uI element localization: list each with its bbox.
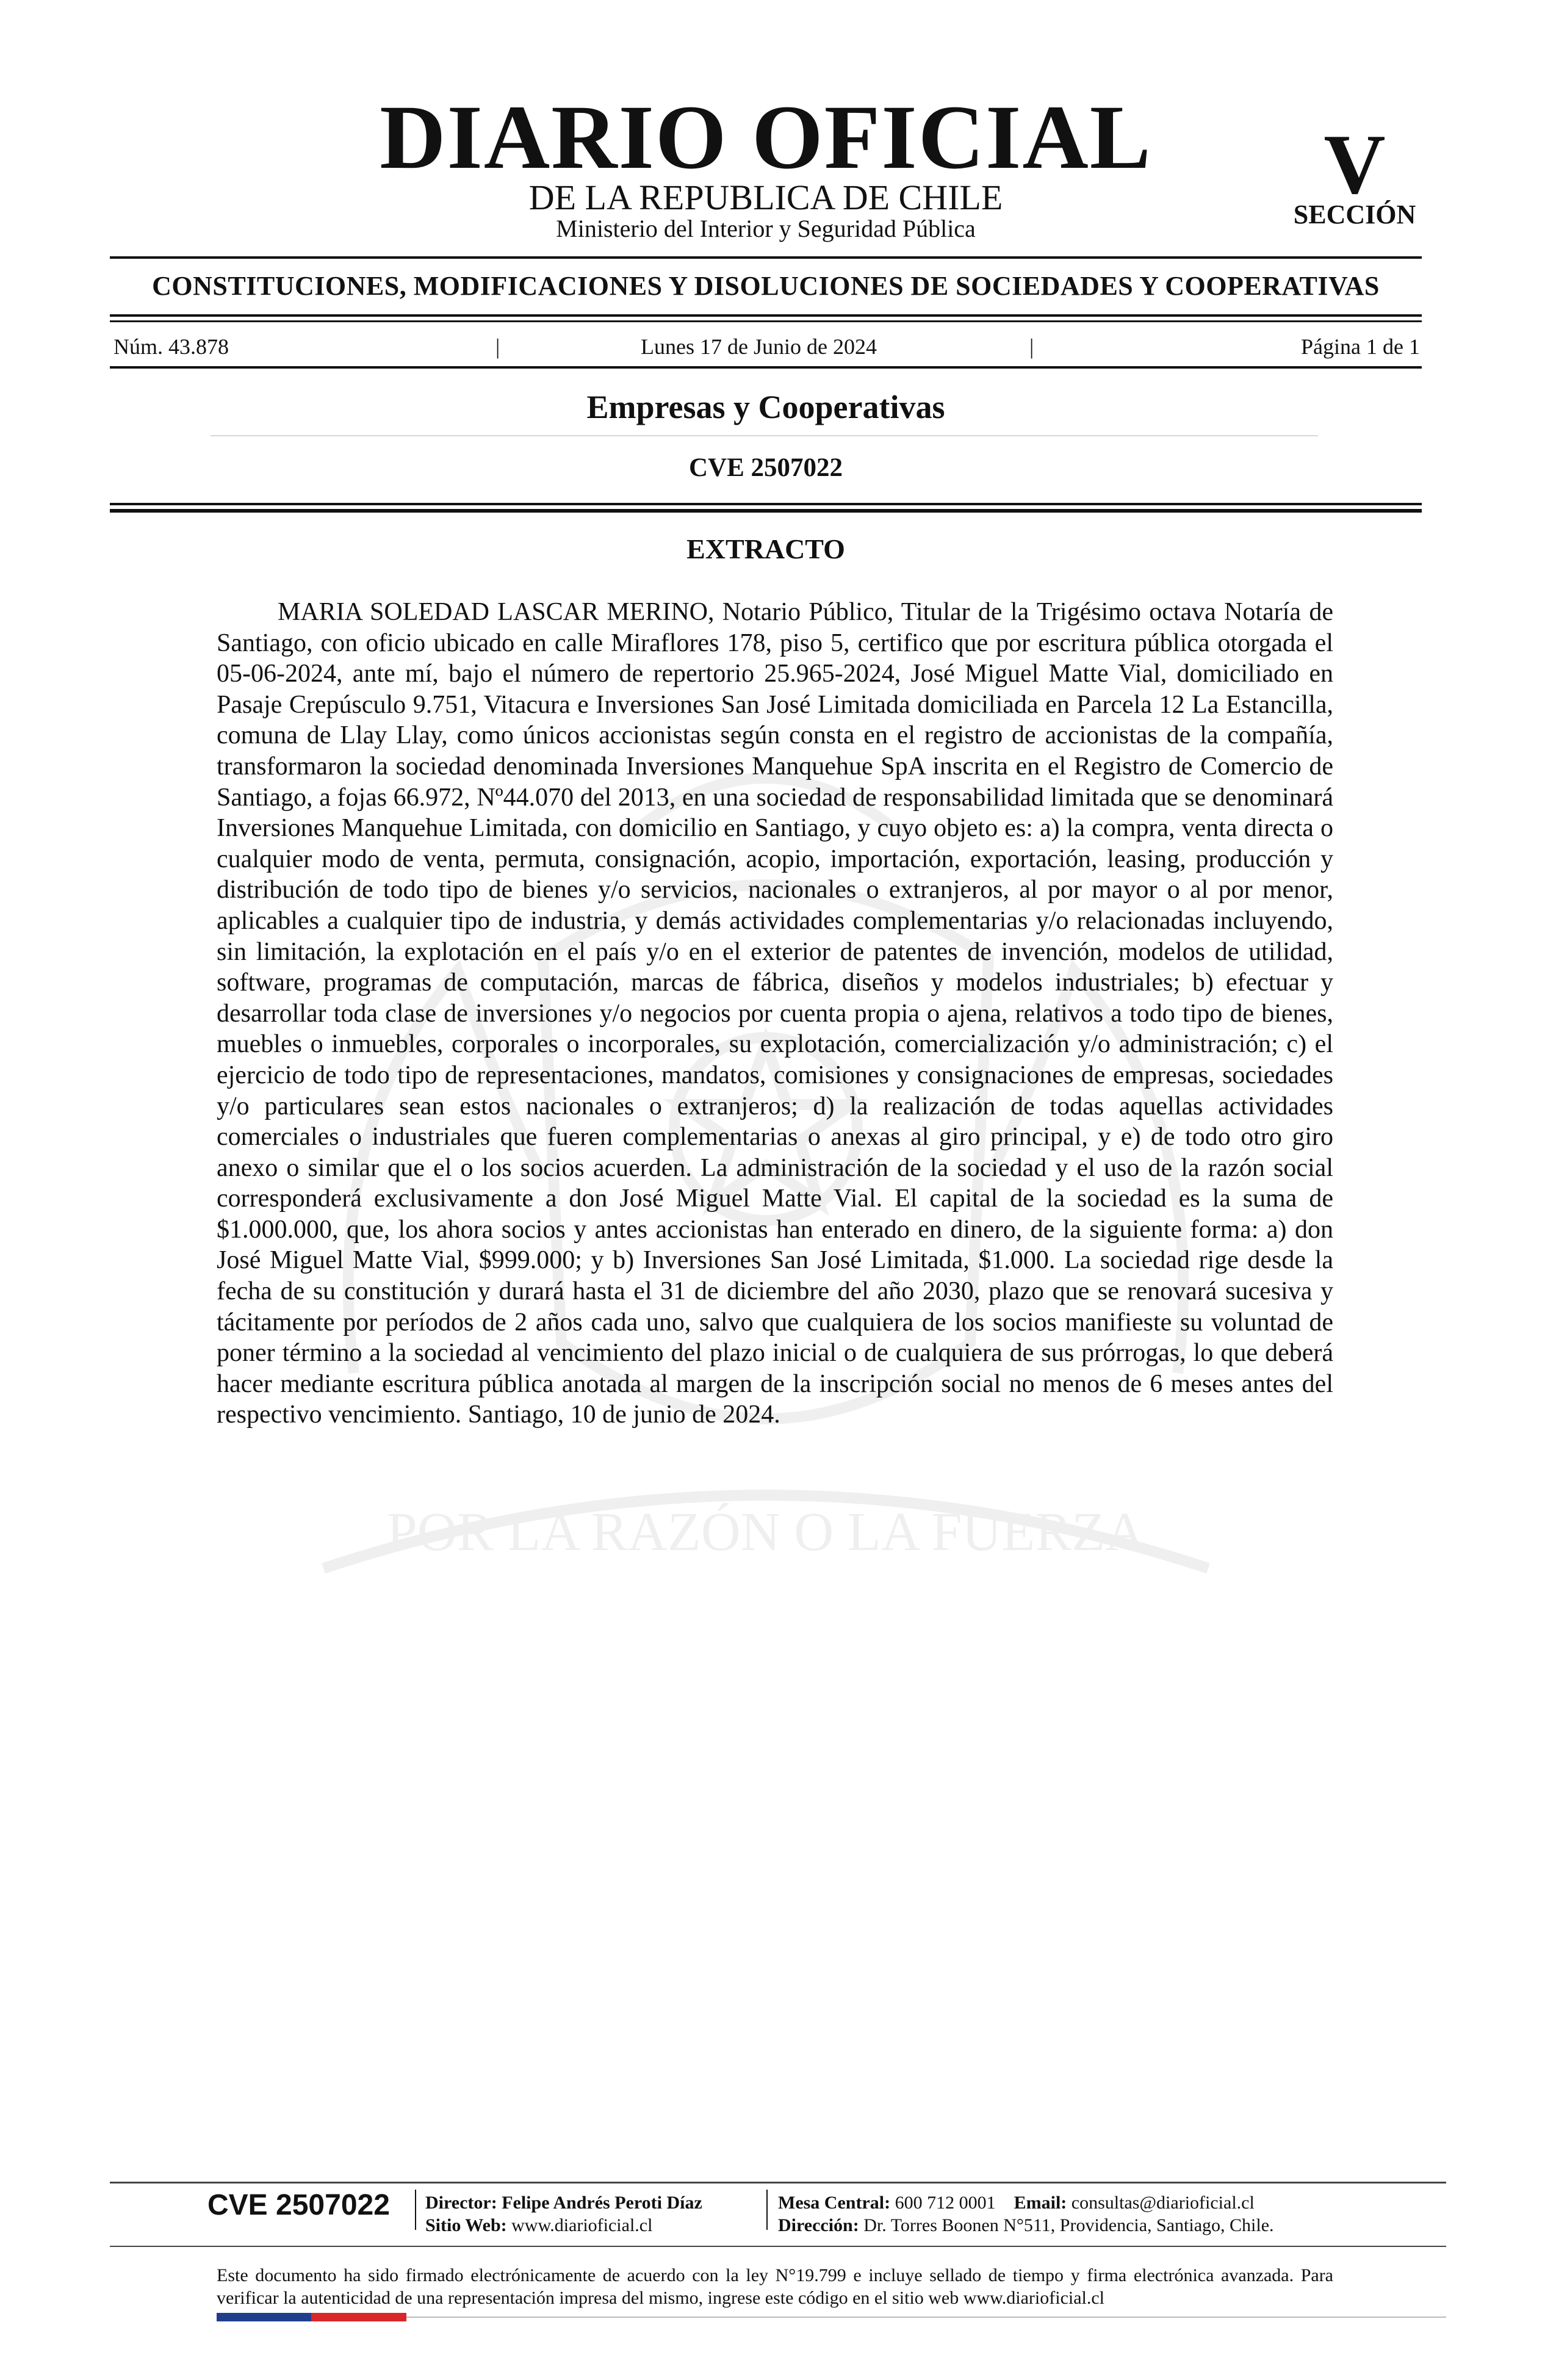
email-link[interactable]: consultas@diarioficial.cl [1071, 2193, 1255, 2213]
issue-date: Lunes 17 de Junio de 2024 [641, 334, 877, 359]
header-rule-middle [110, 314, 1422, 317]
issue-number: Núm. 43.878 [113, 334, 229, 359]
ministry-line: Ministerio del Interior y Seguridad Pública [556, 215, 976, 242]
central-label: Mesa Central: [778, 2193, 891, 2213]
info-separator: | [495, 334, 500, 359]
footer-address [778, 2216, 1274, 2235]
issue-info-bar [111, 334, 1420, 359]
category-divider [211, 435, 1318, 436]
footer-rule-top [110, 2182, 1446, 2183]
header-rule-middle-2 [110, 320, 1422, 322]
footer-contact [778, 2194, 1255, 2212]
section-label: SECCIÓN [1293, 200, 1416, 229]
page-indicator: Página 1 de 1 [1301, 334, 1420, 359]
category-title: Empresas y Cooperativas [586, 389, 945, 425]
footer-director [425, 2194, 702, 2212]
watermark-motto: POR LA RAZÓN O LA FUERZA [386, 1502, 1145, 1562]
document-heading: EXTRACTO [686, 533, 845, 564]
body-rule-top [110, 503, 1422, 505]
director-name: Felipe Andrés Peroti Díaz [502, 2193, 702, 2213]
footer-website [425, 2216, 652, 2235]
cve-code: CVE 2507022 [688, 453, 843, 482]
masthead-subtitle: DE LA REPUBLICA DE CHILE [528, 178, 1003, 217]
header-rule-top [110, 256, 1422, 259]
flag-stripe-red [311, 2313, 406, 2321]
address-label: Dirección: [778, 2215, 859, 2235]
email-label: Email: [1014, 2193, 1067, 2213]
address-value: Dr. Torres Boonen N°511, Providencia, Santiago, Chile. [863, 2215, 1274, 2235]
website-label: Sitio Web: [425, 2215, 507, 2235]
section-title: CONSTITUCIONES, MODIFICACIONES Y DISOLUCIONES DE SOCIEDADES Y COOPERATIVAS [152, 271, 1380, 301]
central-phone: 600 712 0001 [895, 2193, 996, 2213]
masthead: DIARIO OFICIAL [380, 87, 1152, 188]
info-bar-rule [110, 366, 1422, 369]
document-body: MARIA SOLEDAD LASCAR MERINO, Notario Público, Titular de la Trigésimo octava Notaría de Santiago, con oficio ubicado en calle Miraflores 178, piso 5, certifico que por escritura pública otorgada el 05-06-2024, ante mí, bajo el número de repertorio 25.965-2024, José Miguel Matte Vial, domiciliado en Pasaje Crepúsculo 9.751, Vitacura e Inversiones San José Limitada domiciliada en Parcela 12 La Estancilla, comuna de Llay Llay, como únicos accionistas según consta en el registro de accionistas de la compañía, transformaron la sociedad denominada Inversiones Manquehue SpA inscrita en el Registro de Comercio de Santiago, a fojas 66.972, Nº44.070 del 2013, en una sociedad de responsabilidad limitada que se denominará Inversiones Manquehue Limitada, con domicilio en Santiago, y cuyo objeto es: a) la compra, venta directa o cualquier modo de venta, permuta, consignación, acopio, importación, exportación, leasing, producción y distribución de todo tipo de bienes y/o servicios, nacionales o extranjeros, al por mayor o al por menor, aplicables a cualquier tipo de industria, y demás actividades complementarias y/o relacionadas incluyendo, sin limitación, la explotación en el país y/o en el exterior de patentes de invención, modelos de utilidad, software, programas de computación, marcas de fábrica, diseños y modelos industriales; b) efectuar y desarrollar toda clase de inversiones y/o negocios por cuenta propia o ajena, relativos a todo tipo de bienes, muebles o inmuebles, corporales o incorporales, su explotación, comercialización y/o administración; c) el ejercicio de todo tipo de representaciones, mandatos, comisiones y consignaciones de empresas, sociedades y/o particulares sean estos nacionales o extranjeros; d) la realización de todas aquellas actividades comerciales o industriales que fueren complementarias o anexas al giro principal, y e) de todo otro giro anexo o similar que el o los socios acuerden. La administración de la sociedad y el uso de la razón social corresponderá exclusivamente a don José Miguel Matte Vial. El capital de la sociedad es la suma de $1.000.000, que, los ahora socios y antes accionistas han enterado en dinero, de la siguiente forma: a) don José Miguel Matte Vial, $999.000; y b) Inversiones San José Limitada, $1.000. La sociedad rige desde la fecha de su constitución y durará hasta el 31 de diciembre del año 2030, plazo que se renovará sucesiva y tácitamente por períodos de 2 años cada uno, salvo que cualquiera de los socios manifieste su voluntad de poner término a la sociedad al vencimiento del plazo inicial o de cualquiera de sus prórrogas, lo que deberá hacer mediante escritura pública anotada al margen de la inscripción social no menos de 6 meses antes del respectivo vencimiento. Santiago, 10 de junio de 2024. [217, 598, 1333, 1429]
flag-stripe-blue [217, 2313, 311, 2321]
footer-rule-bottom [406, 2317, 1446, 2318]
director-label: Director: [425, 2193, 497, 2213]
footer-disclaimer: Este documento ha sido firmado electrónicamente de acuerdo con la ley N°19.799 e incluye sellado de tiempo y firma electrónica avanzada. Para verificar la autenticidad de una representación impresa del mismo, ingrese este código en el sitio web www.diarioficial.cl [217, 2265, 1333, 2308]
footer-cve-code: CVE 2507022 [207, 2189, 390, 2221]
website-link[interactable]: www.diarioficial.cl [511, 2215, 653, 2235]
body-rule-bottom [110, 509, 1422, 513]
info-separator: | [1029, 334, 1034, 359]
footer-separator [415, 2190, 416, 2230]
footer-separator [766, 2190, 768, 2230]
footer-rule-middle [110, 2246, 1446, 2247]
section-numeral: V [1324, 117, 1386, 212]
